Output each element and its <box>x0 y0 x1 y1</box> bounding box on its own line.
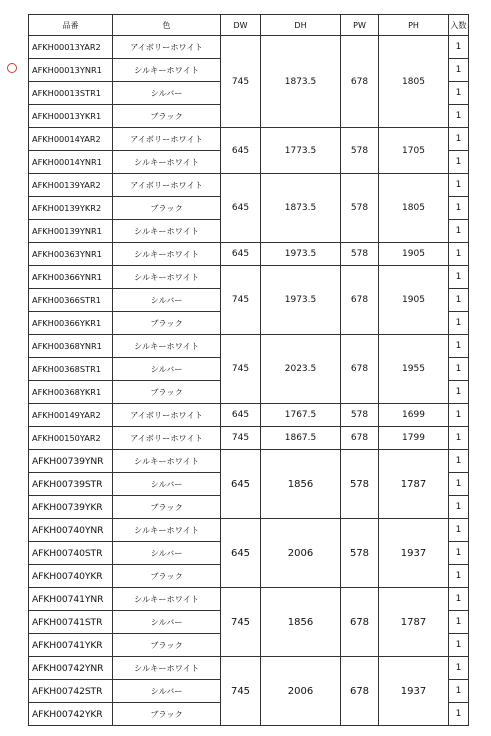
part-number-cell: AFKH00366YNR1 <box>29 266 113 289</box>
table-row <box>29 243 469 266</box>
part-number-cell: AFKH00014YNR1 <box>29 151 113 174</box>
color-cell: ブラック <box>113 312 221 335</box>
color-cell: シルキーホワイト <box>113 266 221 289</box>
quantity-cell: 1 <box>449 59 469 82</box>
dh-cell: 1856 <box>261 450 341 519</box>
part-number-cell: AFKH00740STR <box>29 542 113 565</box>
color-cell: シルバー <box>113 473 221 496</box>
product-spec-table <box>28 14 469 726</box>
color-cell: ブラック <box>113 496 221 519</box>
dw-cell: 645 <box>221 404 261 427</box>
table-row <box>29 450 469 473</box>
quantity-cell: 1 <box>449 266 469 289</box>
dw-cell: 745 <box>221 266 261 335</box>
color-cell: シルバー <box>113 358 221 381</box>
color-cell: シルキーホワイト <box>113 588 221 611</box>
quantity-cell: 1 <box>449 611 469 634</box>
pw-cell: 578 <box>341 404 379 427</box>
part-number-cell: AFKH00742YNR <box>29 657 113 680</box>
part-number-cell: AFKH00368YNR1 <box>29 335 113 358</box>
pw-cell: 678 <box>341 335 379 404</box>
part-number-cell: AFKH00741YKR <box>29 634 113 657</box>
header-part-number: 品番 <box>29 15 113 36</box>
dh-cell: 1873.5 <box>261 174 341 243</box>
quantity-cell: 1 <box>449 404 469 427</box>
quantity-cell: 1 <box>449 105 469 128</box>
color-cell: シルキーホワイト <box>113 335 221 358</box>
color-cell: アイボリーホワイト <box>113 427 221 450</box>
dh-cell: 1973.5 <box>261 243 341 266</box>
quantity-cell: 1 <box>449 427 469 450</box>
color-cell: シルバー <box>113 542 221 565</box>
dh-cell: 1873.5 <box>261 36 341 128</box>
quantity-cell: 1 <box>449 496 469 519</box>
quantity-cell: 1 <box>449 36 469 59</box>
part-number-cell: AFKH00368YKR1 <box>29 381 113 404</box>
pw-cell: 578 <box>341 128 379 174</box>
part-number-cell: AFKH00741STR <box>29 611 113 634</box>
ph-cell: 1705 <box>379 128 449 174</box>
color-cell: アイボリーホワイト <box>113 36 221 59</box>
part-number-cell: AFKH00013YNR1 <box>29 59 113 82</box>
header-dh: DH <box>261 15 341 36</box>
part-number-cell: AFKH00368STR1 <box>29 358 113 381</box>
part-number-cell: AFKH00366YKR1 <box>29 312 113 335</box>
quantity-cell: 1 <box>449 312 469 335</box>
header-dw: DW <box>221 15 261 36</box>
color-cell: アイボリーホワイト <box>113 128 221 151</box>
color-cell: ブラック <box>113 381 221 404</box>
quantity-cell: 1 <box>449 565 469 588</box>
dw-cell: 645 <box>221 519 261 588</box>
dh-cell: 2023.5 <box>261 335 341 404</box>
part-number-cell: AFKH00739STR <box>29 473 113 496</box>
table-row <box>29 174 469 197</box>
ph-cell: 1805 <box>379 36 449 128</box>
color-cell: シルキーホワイト <box>113 657 221 680</box>
part-number-cell: AFKH00014YAR2 <box>29 128 113 151</box>
quantity-cell: 1 <box>449 335 469 358</box>
ph-cell: 1699 <box>379 404 449 427</box>
ph-cell: 1799 <box>379 427 449 450</box>
pw-cell: 678 <box>341 427 379 450</box>
table-body <box>29 36 469 726</box>
part-number-cell: AFKH00742YKR <box>29 703 113 726</box>
quantity-cell: 1 <box>449 381 469 404</box>
color-cell: シルバー <box>113 289 221 312</box>
part-number-cell: AFKH00739YKR <box>29 496 113 519</box>
dw-cell: 745 <box>221 36 261 128</box>
part-number-cell: AFKH00149YAR2 <box>29 404 113 427</box>
table-row <box>29 657 469 680</box>
part-number-cell: AFKH00139YKR2 <box>29 197 113 220</box>
quantity-cell: 1 <box>449 657 469 680</box>
ph-cell: 1905 <box>379 243 449 266</box>
color-cell: シルキーホワイト <box>113 243 221 266</box>
pw-cell: 678 <box>341 588 379 657</box>
header-ph: PH <box>379 15 449 36</box>
dh-cell: 2006 <box>261 519 341 588</box>
quantity-cell: 1 <box>449 243 469 266</box>
color-cell: シルキーホワイト <box>113 151 221 174</box>
ph-cell: 1805 <box>379 174 449 243</box>
dw-cell: 645 <box>221 243 261 266</box>
ph-cell: 1787 <box>379 450 449 519</box>
color-cell: シルキーホワイト <box>113 220 221 243</box>
dw-cell: 745 <box>221 588 261 657</box>
header-row <box>29 15 469 36</box>
part-number-cell: AFKH00013YAR2 <box>29 36 113 59</box>
dh-cell: 1856 <box>261 588 341 657</box>
table-row <box>29 427 469 450</box>
quantity-cell: 1 <box>449 542 469 565</box>
header-color: 色 <box>113 15 221 36</box>
part-number-cell: AFKH00740YNR <box>29 519 113 542</box>
dw-cell: 745 <box>221 335 261 404</box>
dw-cell: 645 <box>221 128 261 174</box>
quantity-cell: 1 <box>449 358 469 381</box>
table-row <box>29 128 469 151</box>
part-number-cell: AFKH00013YKR1 <box>29 105 113 128</box>
color-cell: シルバー <box>113 82 221 105</box>
pw-cell: 678 <box>341 657 379 726</box>
quantity-cell: 1 <box>449 680 469 703</box>
ph-cell: 1955 <box>379 335 449 404</box>
part-number-cell: AFKH00363YNR1 <box>29 243 113 266</box>
ph-cell: 1937 <box>379 519 449 588</box>
color-cell: シルキーホワイト <box>113 59 221 82</box>
dh-cell: 1767.5 <box>261 404 341 427</box>
header-quantity: 入数 <box>449 15 469 36</box>
quantity-cell: 1 <box>449 289 469 312</box>
dh-cell: 1867.5 <box>261 427 341 450</box>
part-number-cell: AFKH00742STR <box>29 680 113 703</box>
ph-cell: 1787 <box>379 588 449 657</box>
quantity-cell: 1 <box>449 519 469 542</box>
color-cell: ブラック <box>113 634 221 657</box>
part-number-cell: AFKH00013STR1 <box>29 82 113 105</box>
part-number-cell: AFKH00741YNR <box>29 588 113 611</box>
ph-cell: 1905 <box>379 266 449 335</box>
header-pw: PW <box>341 15 379 36</box>
quantity-cell: 1 <box>449 703 469 726</box>
color-cell: アイボリーホワイト <box>113 404 221 427</box>
dw-cell: 745 <box>221 657 261 726</box>
part-number-cell: AFKH00740YKR <box>29 565 113 588</box>
quantity-cell: 1 <box>449 634 469 657</box>
color-cell: ブラック <box>113 197 221 220</box>
quantity-cell: 1 <box>449 174 469 197</box>
dw-cell: 645 <box>221 174 261 243</box>
dw-cell: 745 <box>221 427 261 450</box>
quantity-cell: 1 <box>449 473 469 496</box>
quantity-cell: 1 <box>449 128 469 151</box>
dh-cell: 2006 <box>261 657 341 726</box>
part-number-cell: AFKH00739YNR <box>29 450 113 473</box>
pw-cell: 578 <box>341 174 379 243</box>
quantity-cell: 1 <box>449 450 469 473</box>
part-number-cell: AFKH00366STR1 <box>29 289 113 312</box>
color-cell: ブラック <box>113 565 221 588</box>
quantity-cell: 1 <box>449 197 469 220</box>
part-number-cell: AFKH00150YAR2 <box>29 427 113 450</box>
color-cell: ブラック <box>113 703 221 726</box>
table-row <box>29 404 469 427</box>
quantity-cell: 1 <box>449 82 469 105</box>
pw-cell: 578 <box>341 243 379 266</box>
color-cell: アイボリーホワイト <box>113 174 221 197</box>
color-cell: シルキーホワイト <box>113 450 221 473</box>
table-row <box>29 335 469 358</box>
pw-cell: 678 <box>341 36 379 128</box>
color-cell: ブラック <box>113 105 221 128</box>
color-cell: シルバー <box>113 680 221 703</box>
ph-cell: 1937 <box>379 657 449 726</box>
dh-cell: 1773.5 <box>261 128 341 174</box>
table-row <box>29 36 469 59</box>
color-cell: シルバー <box>113 611 221 634</box>
pw-cell: 678 <box>341 266 379 335</box>
table-row <box>29 588 469 611</box>
part-number-cell: AFKH00139YNR1 <box>29 220 113 243</box>
quantity-cell: 1 <box>449 220 469 243</box>
dw-cell: 645 <box>221 450 261 519</box>
quantity-cell: 1 <box>449 588 469 611</box>
dh-cell: 1973.5 <box>261 266 341 335</box>
color-cell: シルキーホワイト <box>113 519 221 542</box>
pw-cell: 578 <box>341 450 379 519</box>
part-number-cell: AFKH00139YAR2 <box>29 174 113 197</box>
highlight-circle-marker <box>7 63 17 73</box>
table-row <box>29 519 469 542</box>
table-row <box>29 266 469 289</box>
quantity-cell: 1 <box>449 151 469 174</box>
pw-cell: 578 <box>341 519 379 588</box>
